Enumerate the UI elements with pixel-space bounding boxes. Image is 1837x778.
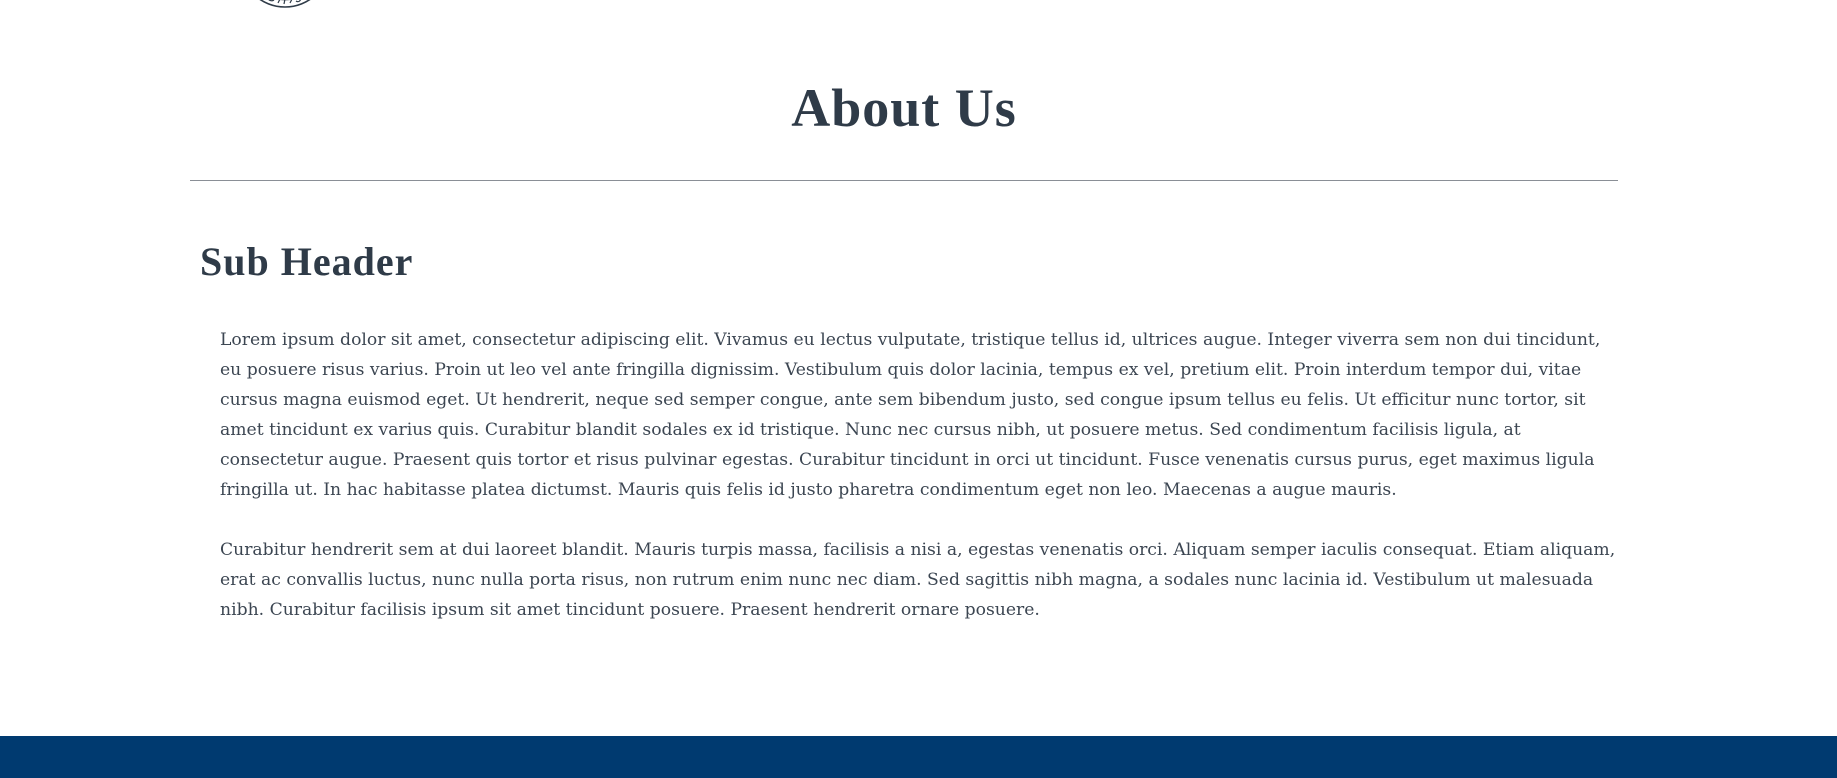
footer-bar (0, 736, 1837, 778)
body-paragraph-1: Lorem ipsum dolor sit amet, consectetur adipiscing elit. Vivamus eu lectus vulputate, tristique tellus id, ultrices augue. Integer viverra sem non dui tincidunt, eu posuere risus varius. Proin ut leo vel ante fringilla dignissim. Vestibulum quis dolor lacinia, tempus ex vel, pretium elit. Proin interdum tempor dui, vitae cursus magna euismod eget. Ut hendrerit, neque sed semper congue, ante sem bibendum justo, sed congue ipsum tellus eu felis. Ut efficitur nunc tortor, sit amet tincidunt ex varius quis. Curabitur blandit sodales ex id tristique. Nunc nec cursus nibh, ut posuere metus. Sed condimentum facilisis ligula, at consectetur augue. Praesent quis tortor et risus pulvinar egestas. Curabitur tincidunt in orci ut tincidunt. Fusce venenatis cursus purus, eget maximus ligula fringilla ut. In hac habitasse platea dictumst. Mauris quis felis id justo pharetra condimentum eget non leo. Maecenas a augue mauris. (220, 330, 1601, 500)
body-paragraph-2: Curabitur hendrerit sem at dui laoreet blandit. Mauris turpis massa, facilisis a nisi a, egestas venenatis orci. Aliquam semper iaculis consequat. Etiam aliquam, erat ac convallis luctus, nunc nulla porta risus, non rutrum enim nunc nec diam. Sed sagittis nibh magna, a sodales nunc lacinia id. Vestibulum ut malesuada nibh. Curabitur facilisis ipsum sit amet tincidunt posuere. Praesent hendrerit ornare posuere. (220, 540, 1616, 620)
sub-header: Sub Header (200, 239, 414, 284)
page-title: About Us (791, 78, 1017, 138)
seal-logo-icon[interactable] (238, 0, 332, 10)
title-divider (190, 180, 1618, 181)
body-content (220, 325, 1618, 655)
